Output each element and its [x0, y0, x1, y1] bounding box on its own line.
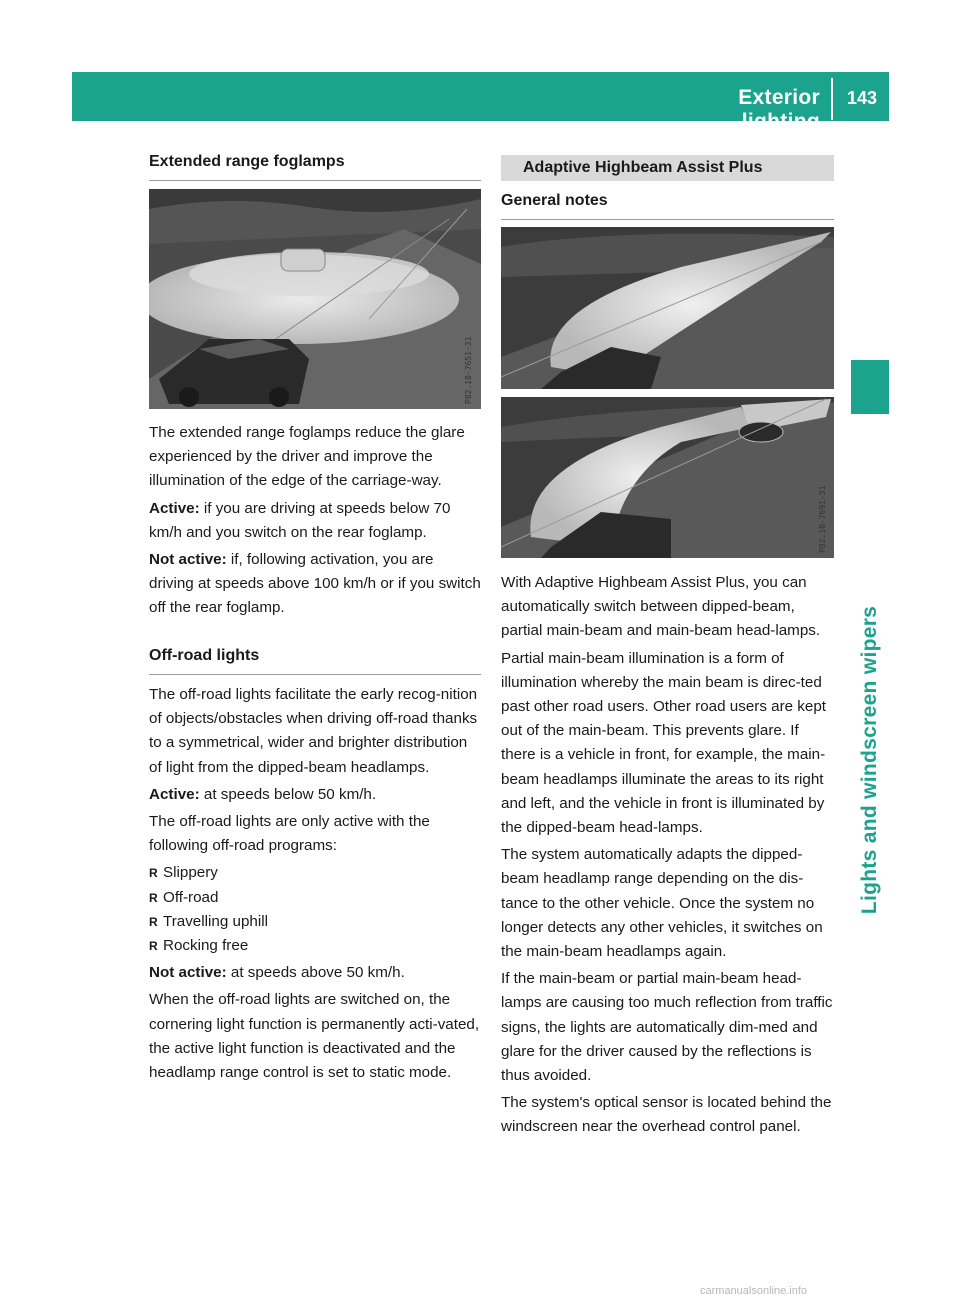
paragraph: The system's optical sensor is located behind the windscreen near the overhead control panel.	[501, 1094, 832, 1136]
offroad-intro: The off-road lights facilitate the early recog-nition of objects/obstacles when driving off-road thanks to a symmetrical, wider and brighter distribution of light from the dipped-beam headlamps.	[149, 686, 478, 776]
figure-code: P82.10-7691-31	[818, 485, 827, 553]
offroad-active: Active: at speeds below 50 km/h.	[149, 785, 377, 803]
section-title: Exterior lighting	[738, 86, 820, 133]
adaptive-highbeam-illustration	[501, 227, 834, 558]
figure-code: P82.10-7651-31	[464, 336, 473, 404]
paragraph: The system automatically adapts the dipped-beam headlamp range depending on the dis-tance to the other vehicle. Once the system no longer detects any other vehicles, it switches on the main-beam headlamps again.	[501, 846, 823, 961]
offroad-text	[149, 683, 481, 1088]
heading-off-road-lights: Off-road lights	[149, 647, 481, 675]
offroad-programs-intro: The off-road lights are only active with the following off-road programs:	[149, 813, 430, 855]
list-item: R Slippery	[149, 861, 481, 885]
offroad-not-active: Not active: at speeds above 50 km/h.	[149, 964, 405, 982]
chapter-label: Lights and windscreen wipers	[858, 605, 881, 915]
adaptive-highbeam-text	[501, 571, 835, 1143]
foglamps-active: Active: if you are driving at speeds below 70 km/h and you switch on the rear foglamp.	[149, 499, 451, 541]
paragraph: With Adaptive Highbeam Assist Plus, you can automatically switch between dipped-beam, partial main-beam and main-beam head-lamps.	[501, 574, 821, 640]
foglamps-illustration	[149, 189, 481, 409]
list-item: R Off-road	[149, 886, 481, 910]
paragraph: If the main-beam or partial main-beam head-lamps are causing too much reflection from traffic signs, the lights are automatically dim-med and glare for the driver caused by the reflections is thus avoided.	[501, 970, 833, 1085]
heading-adaptive-highbeam-assist-plus: Adaptive Highbeam Assist Plus	[501, 155, 834, 181]
heading-general-notes: General notes	[501, 192, 834, 220]
offroad-programs-list	[149, 861, 481, 958]
list-item: R Rocking free	[149, 934, 481, 958]
chapter-tab	[851, 360, 889, 414]
watermark: carmanualsonline.info	[700, 1285, 808, 1297]
foglamps-not-active: Not active: if, following activation, you are driving at speeds above 100 km/h or if you switch off the rear foglamp.	[149, 551, 481, 617]
paragraph: Partial main-beam illumination is a form of illumination whereby the main beam is direc-ted past other road users. Other road users are kept out of the main-beam. This prevents glare. If there is a vehicle in front, for example, the main-beam headlamps illuminate the areas to its right and left, and the vehicle in front is illuminated by the dipped-beam head-lamps.	[501, 649, 827, 837]
foglamps-intro: The extended range foglamps reduce the glare experienced by the driver and improve the illumination of the edge of the carriage-way.	[149, 424, 465, 490]
foglamps-text	[149, 421, 481, 624]
offroad-cornering: When the off-road lights are switched on, the cornering light function is permanently acti-vated, the active light function is deactivated and the headlamp range control is set to static mode.	[149, 991, 480, 1082]
header-divider	[831, 78, 833, 120]
page-number: 143	[846, 88, 878, 108]
heading-extended-range-foglamps: Extended range foglamps	[149, 153, 481, 181]
list-item: R Travelling uphill	[149, 910, 481, 934]
